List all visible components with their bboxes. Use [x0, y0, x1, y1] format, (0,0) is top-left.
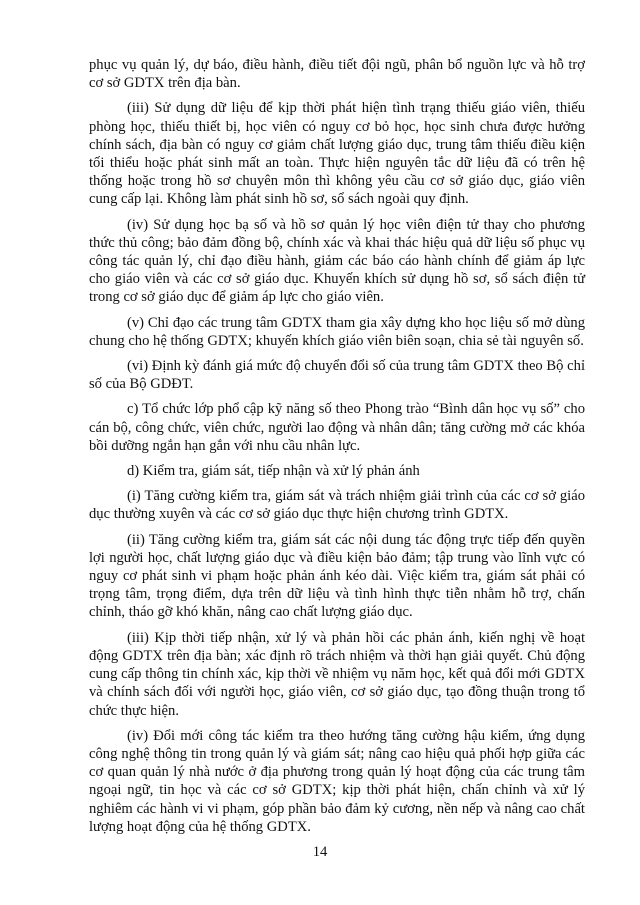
paragraph-c-digital-skills: c) Tổ chức lớp phổ cập kỹ năng số theo Phong trào “Bình dân học vụ số” cho cán bộ, công chức, viên chức, người lao động và nhân dân; tăng cường mở các khóa bồi dưỡng ngắn hạn gắn với nhu cầu nhân lực. [89, 401, 585, 454]
document-body [89, 56, 585, 843]
paragraph-iii-feedback: (iii) Kịp thời tiếp nhận, xử lý và phản hồi các phản ánh, kiến nghị về hoạt động GDTX trên địa bàn; xác định rõ trách nhiệm và thời hạn giải quyết. Chủ động cung cấp thông tin chính xác, kịp thời về nhiệm vụ năm học, kết quả đổi mới GDTX và chính sách đối với người học, giáo viên, cơ sở giáo dục, tạo đồng thuận trong tổ chức thực hiện. [89, 629, 585, 719]
paragraph-v-learning-repository: (v) Chỉ đạo các trung tâm GDTX tham gia xây dựng kho học liệu số mở dùng chung cho hệ thống GDTX; khuyến khích giáo viên biên soạn, chia sẻ tài nguyên số. [89, 314, 585, 349]
paragraph-vi-periodic-assessment: (vi) Định kỳ đánh giá mức độ chuyển đổi số của trung tâm GDTX theo Bộ chỉ số của Bộ GDĐT. [89, 358, 585, 393]
section-heading-d: d) Kiểm tra, giám sát, tiếp nhận và xử lý phản ánh [127, 463, 420, 480]
paragraph-continuation: phục vụ quản lý, dự báo, điều hành, điều tiết đội ngũ, phân bổ nguồn lực và hỗ trợ cơ sở GDTX trên địa bàn. [89, 57, 585, 92]
paragraph-iv-post-inspection: (iv) Đổi mới công tác kiểm tra theo hướng tăng cường hậu kiểm, ứng dụng công nghệ thông tin trong quản lý và giám sát; nâng cao hiệu quả phối hợp giữa các cơ quan quản lý nhà nước ở địa phương trong quản lý hoạt động của các trung tâm ngoại ngữ, tin học và các cơ sở GDTX; kịp thời phát hiện, chấn chỉnh và xử lý nghiêm các hành vi vi phạm, góp phần bảo đảm kỷ cương, nền nếp và nâng cao chất lượng hoạt động của hệ thống GDTX. [89, 727, 585, 835]
paragraph-i-inspection: (i) Tăng cường kiểm tra, giám sát và trách nhiệm giải trình của các cơ sở giáo dục thường xuyên và các cơ sở giáo dục thực hiện chương trình GDTX. [89, 488, 585, 523]
paragraph-iv-digital-records: (iv) Sử dụng học bạ số và hồ sơ quản lý học viên điện tử thay cho phương thức thủ công; bảo đảm đồng bộ, chính xác và khai thác hiệu quả dữ liệu số phục vụ công tác quản lý, chỉ đạo điều hành, giảm các báo cáo hành chính để giảm áp lực cho giáo viên và các cơ sở giáo dục. Khuyến khích sử dụng hồ sơ, sổ sách điện tử trong cơ sở giáo dục để giảm áp lực cho giáo viên. [89, 216, 585, 306]
paragraph-ii-supervision: (ii) Tăng cường kiểm tra, giám sát các nội dung tác động trực tiếp đến quyền lợi người học, chất lượng giáo dục và điều kiện bảo đảm; tập trung vào lĩnh vực có nguy cơ phát sinh vi phạm hoặc phản ánh kéo dài. Việc kiểm tra, giám sát phải có trọng tâm, trọng điểm, dựa trên dữ liệu và tình hình thực tiễn nhằm hỗ trợ, chấn chỉnh, tháo gỡ khó khăn, nâng cao chất lượng giáo dục. [89, 531, 585, 621]
paragraph-iii-data-use: (iii) Sử dụng dữ liệu để kịp thời phát hiện tình trạng thiếu giáo viên, thiếu phòng học, thiếu thiết bị, học viên có nguy cơ bỏ học, học sinh chưa được hưởng chính sách, địa bàn có nguy cơ giảm chất lượng giáo dục, trung tâm thiếu điều kiện tối thiểu hoặc phát sinh mất an toàn. Thực hiện nguyên tắc dữ liệu đã có trên hệ thống hoặc trong hồ sơ chuyên môn thì không yêu cầu cơ sở giáo dục, giáo viên cung cấp lại. Không làm phát sinh hồ sơ, sổ sách ngoài quy định. [89, 100, 585, 208]
page-number: 14 [312, 844, 328, 860]
